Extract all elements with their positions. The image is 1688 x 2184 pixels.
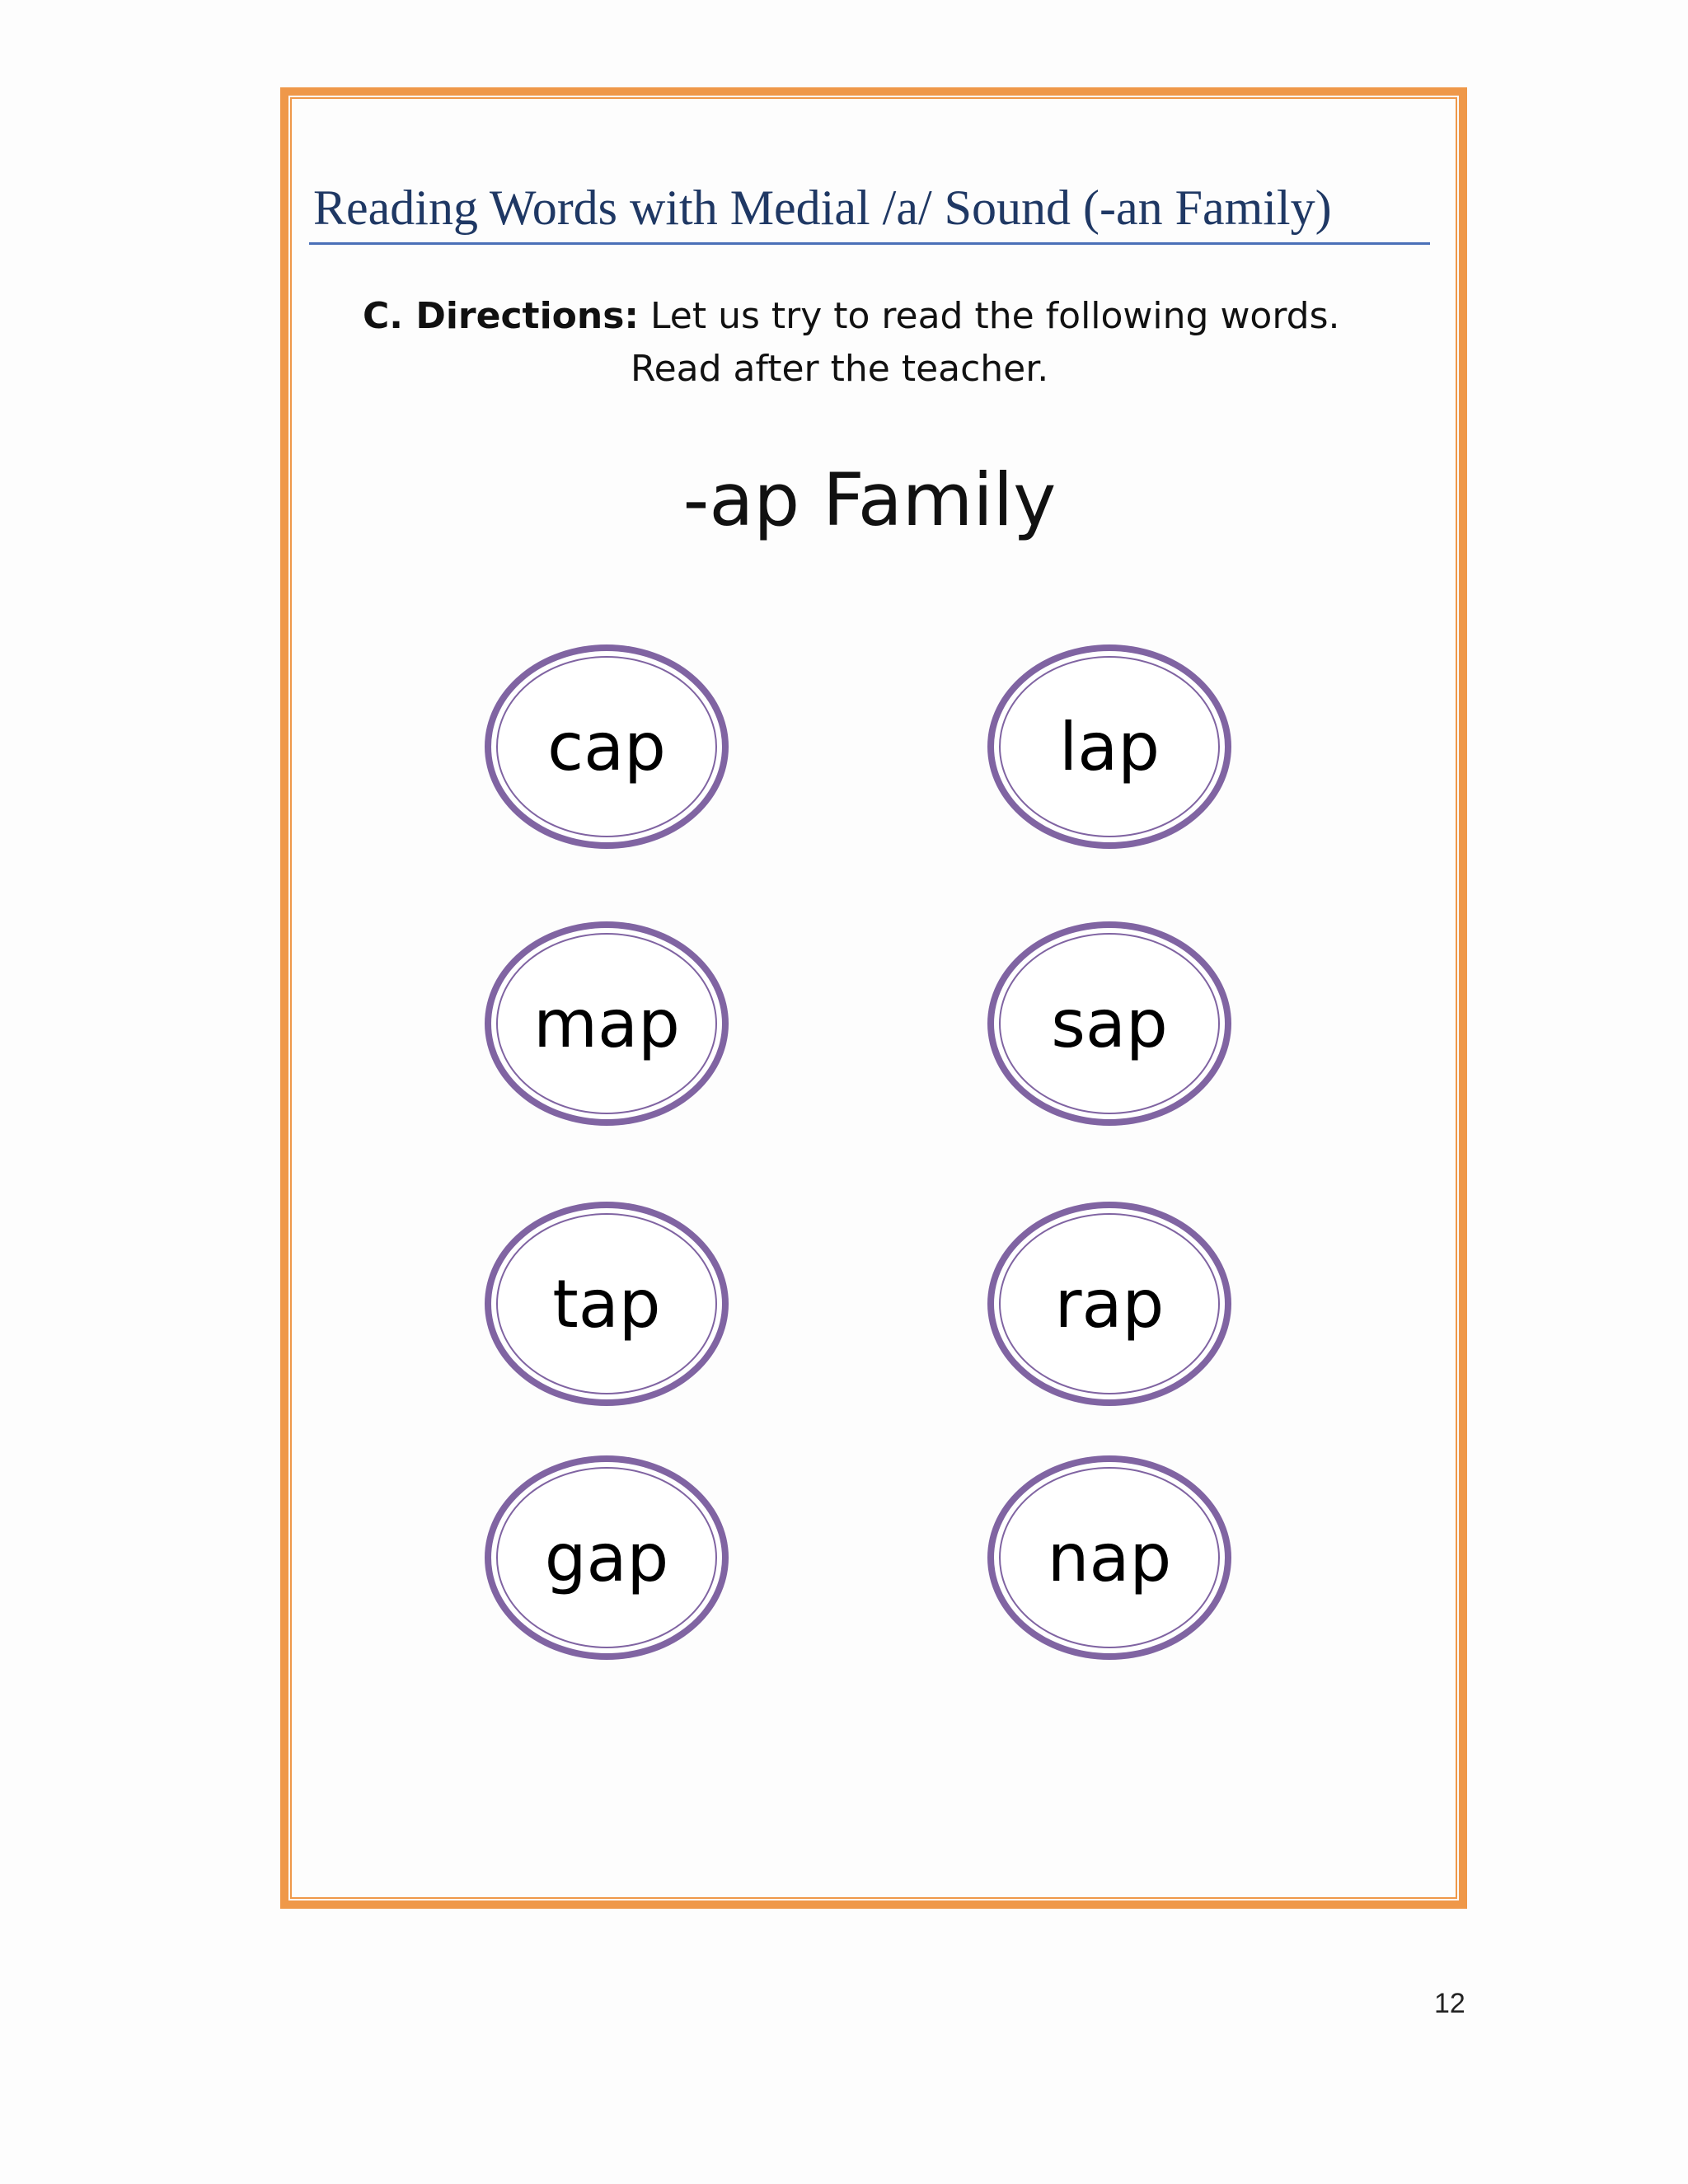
directions-text-2: Read after the teacher. — [631, 348, 1049, 390]
word-oval-cap — [485, 644, 729, 849]
title-underline — [309, 242, 1430, 245]
page-number: 12 — [1434, 1988, 1465, 2019]
word-label: tap — [552, 1265, 661, 1343]
directions-text-1: Let us try to read the following words. — [650, 295, 1340, 337]
word-oval-sap — [987, 921, 1231, 1126]
word-oval-lap — [987, 644, 1231, 849]
word-oval-rap — [987, 1202, 1231, 1406]
directions-label: C. Directions: — [363, 295, 640, 337]
word-label: nap — [1047, 1519, 1172, 1596]
word-label: gap — [544, 1519, 669, 1596]
word-label: sap — [1051, 985, 1168, 1062]
word-label: map — [533, 985, 680, 1062]
directions-line-1 — [363, 290, 1340, 343]
word-oval-map — [485, 921, 729, 1126]
directions — [363, 290, 1340, 390]
word-oval-gap — [485, 1455, 729, 1660]
word-label: lap — [1058, 708, 1160, 785]
page-title: Reading Words with Medial /a/ Sound (-an Family) — [313, 180, 1332, 235]
word-oval-tap — [485, 1202, 729, 1406]
family-heading: -ap Family — [682, 457, 1057, 542]
word-oval-nap — [987, 1455, 1231, 1660]
word-label: rap — [1054, 1265, 1165, 1343]
word-label: cap — [547, 708, 666, 785]
